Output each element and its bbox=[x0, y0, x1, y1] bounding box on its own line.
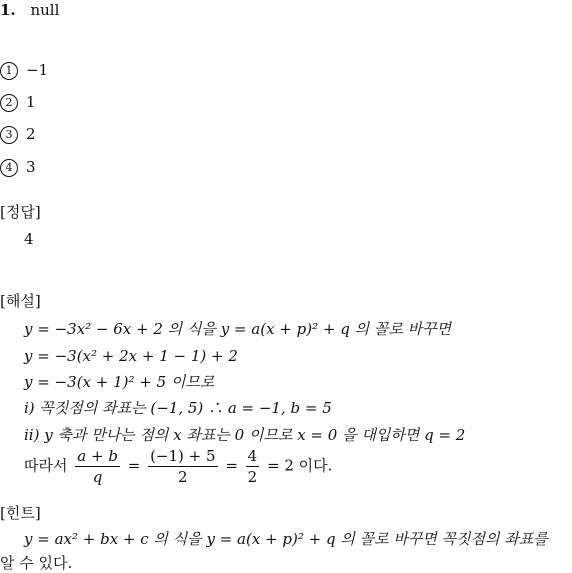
option-marker: 2 bbox=[0, 94, 18, 112]
option-4[interactable] bbox=[0, 157, 36, 177]
option-marker: 1 bbox=[0, 62, 18, 80]
fraction-numerator: 4 bbox=[247, 447, 258, 465]
option-2[interactable] bbox=[0, 92, 36, 112]
solution-line: y = −3(x² + 2x + 1 − 1) + 2 bbox=[24, 347, 238, 365]
option-marker: 3 bbox=[0, 126, 18, 144]
fraction-substituted bbox=[148, 446, 217, 487]
hint-line: 알 수 있다. bbox=[0, 554, 73, 572]
option-3[interactable] bbox=[0, 124, 36, 144]
answer-heading: [정답] bbox=[0, 203, 41, 221]
final-result: = 2 이다. bbox=[267, 456, 333, 475]
option-value: −1 bbox=[26, 61, 49, 79]
solution-heading: [해설] bbox=[0, 292, 41, 310]
option-value: 1 bbox=[26, 93, 36, 111]
solution-line: i) 꼭짓점의 좌표는 (−1, 5) ∴ a = −1, b = 5 bbox=[24, 399, 332, 417]
hint-heading: [힌트] bbox=[0, 504, 41, 522]
solution-final-line bbox=[24, 446, 332, 487]
hint-line: y = ax² + bx + c 의 식을 y = a(x + p)² + q 의 꼴로 바꾸면 꼭짓점의 좌표를 bbox=[24, 530, 548, 548]
option-value: 3 bbox=[26, 158, 36, 176]
fraction-denominator: q bbox=[92, 468, 103, 486]
option-marker: 4 bbox=[0, 159, 18, 177]
solution-line: ii) y 축과 만나는 점의 x 좌표는 0 이므로 x = 0 을 대입하면 q = 2 bbox=[24, 426, 466, 444]
question-line bbox=[0, 0, 59, 20]
answer-value: 4 bbox=[24, 230, 34, 248]
equals-sign: = bbox=[127, 456, 141, 475]
fraction-denominator: 2 bbox=[247, 468, 258, 486]
solution-line: y = −3(x + 1)² + 5 이므로 bbox=[24, 373, 215, 391]
solution-line: y = −3x² − 6x + 2 의 식을 y = a(x + p)² + q 의 꼴로 바꾸면 bbox=[24, 320, 452, 338]
final-prefix: 따라서 bbox=[24, 456, 68, 475]
fraction-numerator: (−1) + 5 bbox=[150, 447, 216, 465]
fraction-denominator: 2 bbox=[178, 468, 188, 486]
question-number: 1. bbox=[0, 1, 16, 19]
option-value: 2 bbox=[26, 125, 36, 143]
equals-sign: = bbox=[225, 456, 238, 475]
fraction-sum-over-q bbox=[75, 446, 120, 487]
fraction-simplified bbox=[246, 446, 260, 487]
fraction-numerator: a + b bbox=[77, 447, 118, 465]
question-text: null bbox=[30, 1, 60, 19]
option-1[interactable] bbox=[0, 60, 48, 80]
